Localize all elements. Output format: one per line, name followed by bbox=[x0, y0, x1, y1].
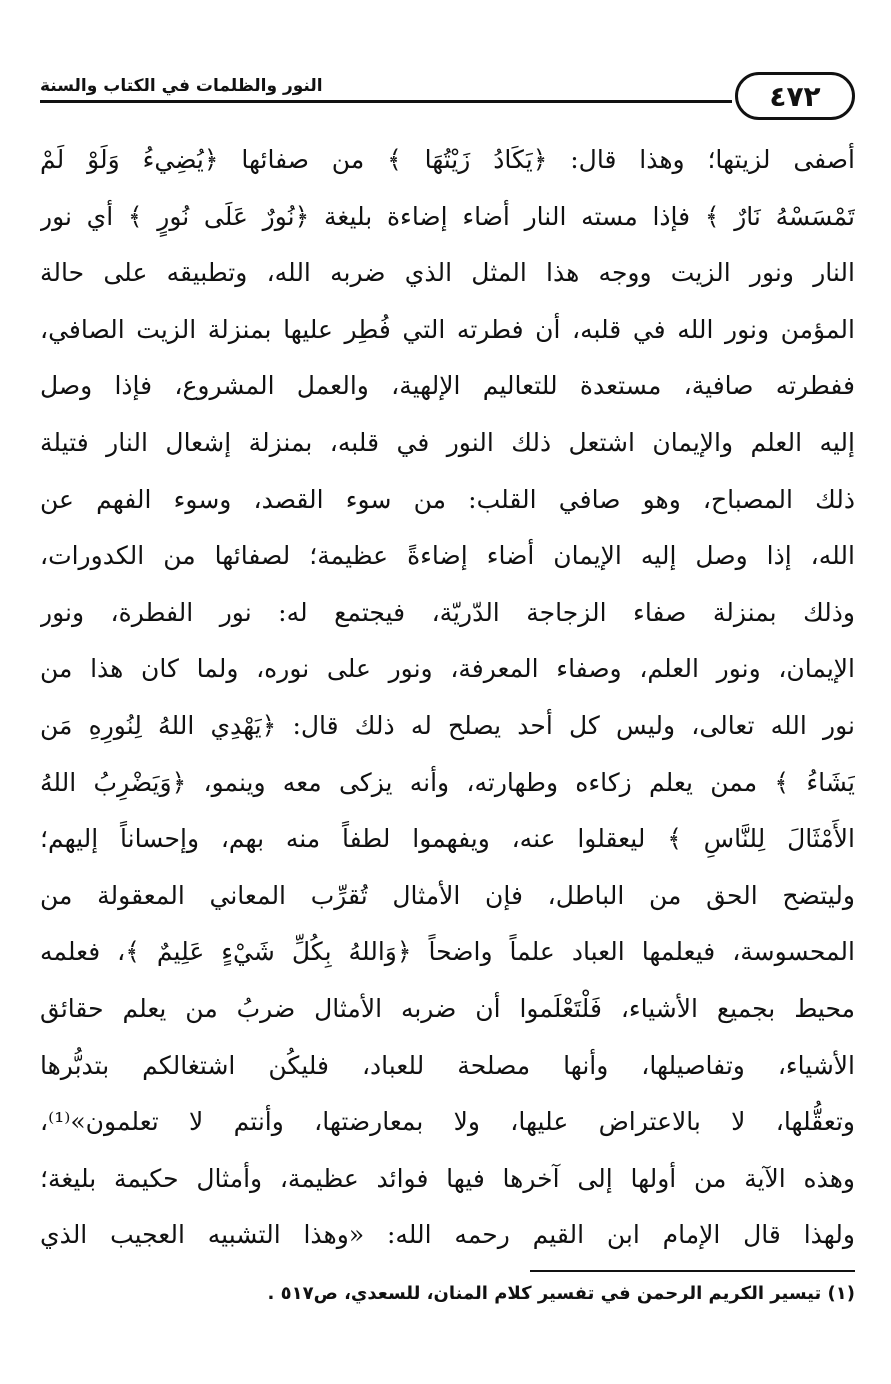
text-line: المحسوسة، فيعلمها العباد علماً واضحاً ﴿وَاللهُ بِكُلِّ شَيْءٍ عَلِيمٌ ﴾، فعلمه bbox=[40, 937, 855, 967]
text-line: يَشَاءُ ﴾ ممن يعلم زكاءه وطهارته، وأنه يزكى معه وينمو، ﴿وَيَضْرِبُ اللهُ bbox=[40, 767, 855, 797]
header-rule bbox=[40, 100, 732, 103]
text-line: النار ونور الزيت ووجه هذا المثل الذي ضربه الله، وتطبيقه على حالة bbox=[40, 258, 855, 288]
text-line: إليه العلم والإيمان اشتعل ذلك النور في قلبه، بمنزلة إشعال النار فتيلة bbox=[40, 427, 855, 457]
running-title: النور والظلمات في الكتاب والسنة bbox=[40, 76, 323, 96]
text-line: الله، إذا وصل إليه الإيمان أضاء إضاءةً عظيمة؛ لصفائها من الكدورات، bbox=[40, 541, 855, 571]
text-line: وذلك بمنزلة صفاء الزجاجة الدّريّة، فيجتمع له: نور الفطرة، ونور bbox=[40, 597, 855, 627]
text-line: الإيمان، ونور العلم، وصفاء المعرفة، ونور على نوره، ولما كان هذا من bbox=[40, 654, 855, 684]
text-line: الأَمْثَالَ لِلنَّاسِ ﴾ ليعقلوا عنه، ويفهموا لطفاً منه بهم، وإحساناً إليهم؛ bbox=[40, 824, 855, 854]
text-line: محيط بجميع الأشياء، فَلْتَعْلَموا أن ضربه الأمثال ضربُ من يعلم حقائق bbox=[40, 993, 855, 1023]
page-header bbox=[40, 70, 855, 130]
body-text bbox=[40, 132, 855, 1264]
text-line: ففطرته صافية، مستعدة للتعاليم الإلهية، والعمل المشروع، فإذا وصل bbox=[40, 371, 855, 401]
text-line: أصفى لزيتها؛ وهذا قال: ﴿يَكَادُ زَيْتُهَا ﴾ من صفائها ﴿يُضِيءُ وَلَوْ لَمْ bbox=[40, 145, 855, 174]
text-line: ذلك المصباح، وهو صافي القلب: من سوء القصد، وسوء الفهم عن bbox=[40, 484, 855, 514]
page-number: ٤٧٢ bbox=[735, 72, 855, 120]
text-line: تَمْسَسْهُ نَارٌ ﴾ فإذا مسته النار أضاء إضاءة بليغة ﴿نُورٌ عَلَى نُورٍ ﴾ أي نور bbox=[40, 201, 855, 231]
footnote-rule bbox=[530, 1270, 855, 1272]
text-line: الأشياء، وتفاصيلها، وأنها مصلحة للعباد، فليكُن اشتغالكم بتدبُّرها bbox=[40, 1050, 855, 1080]
footnote: (١) تيسير الكريم الرحمن في تفسير كلام المنان، للسعدي، ص٥١٧ . bbox=[267, 1283, 855, 1304]
text-line: وهذه الآية من أولها إلى آخرها فيها فوائد عظيمة، وأمثال حكيمة بليغة؛ bbox=[40, 1163, 855, 1193]
text-line: نور الله تعالى، وليس كل أحد يصلح له ذلك قال: ﴿يَهْدِي اللهُ لِنُورِهِ مَن bbox=[40, 710, 855, 740]
text-line: وليتضح الحق من الباطل، فإن الأمثال تُقرِّب المعاني المعقولة من bbox=[40, 880, 855, 910]
text-line: ولهذا قال الإمام ابن القيم رحمه الله: «وهذا التشبيه العجيب الذي bbox=[40, 1220, 855, 1250]
text-line: وتعقُّلها، لا بالاعتراض عليها، ولا بمعارضتها، وأنتم لا تعلمون»⁽¹⁾، bbox=[40, 1107, 855, 1137]
text-line: المؤمن ونور الله في قلبه، أن فطرته التي فُطِر عليها بمنزلة الزيت الصافي، bbox=[40, 314, 855, 344]
